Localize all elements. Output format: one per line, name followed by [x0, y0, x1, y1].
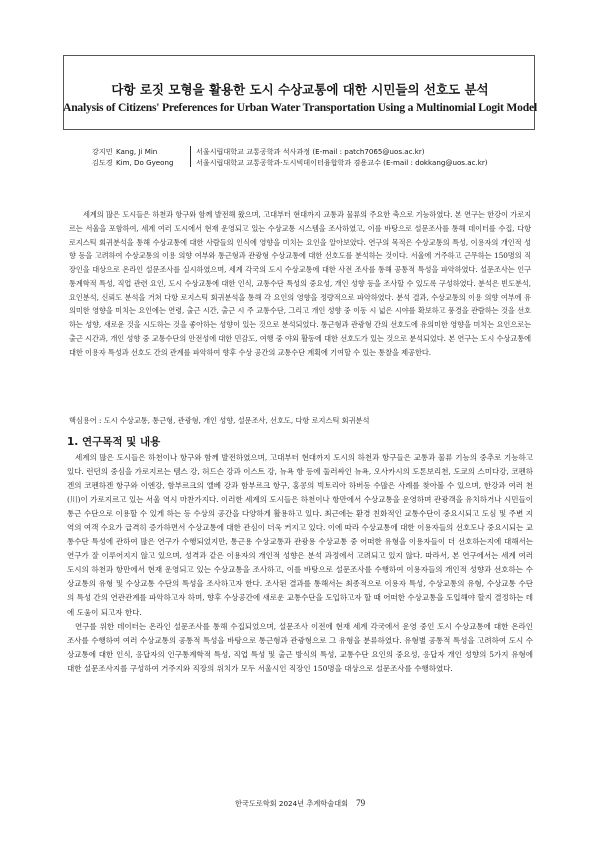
section-heading: 1. 연구목적 및 내용: [67, 436, 161, 448]
paper-title-korean: 다항 로짓 모형을 활용한 도시 수상교통에 대한 시민들의 선호도 분석: [111, 82, 489, 97]
section-body: [67, 451, 533, 676]
author-row: [92, 157, 522, 168]
page-footer: [0, 798, 600, 809]
page-number: 79: [356, 798, 366, 808]
author-name-english: Kim, Do Gyeong: [116, 158, 174, 167]
author-affiliation: 서울시립대학교 교통공학과 석사과정 (E-mail : patch7065@uos.ac.kr): [196, 147, 425, 156]
body-paragraph: 세계의 많은 도시들은 하천이나 항구와 함께 발전하였으며, 고대부터 현대까지 도시의 하천과 항구들은 교통과 물류 기능의 중추로 기능하고 있다. 런던의 중심을 가로지르는 템스 강, 허드슨 강과 이스트 강, 뉴욕 항 등에 둘러싸인 뉴욕, 오사카시의 도톤보리천, 도쿄의 스미다강, 코펜하겐의 코펜하겐 항구와 이엔강, 함부르크의 엘베 강과 함부르크 항구, 홍콩의 빅토리아 하버등 수많은 사례를 찾아볼 수 있으며, 한강과 여러 천(川)이 가로지르고 있는 서울 역시 마찬가지다. 이러한 세계의 도시들은 하천이나 항만에서 수상교통을 운영하며 관광객을 유치하거나 시민들이 통근 수단으로 이용할 수 있게 하는 등 수상의 공간을 다양하게 활용하고 있다. 최근에는 환경 친화적인 교통수단이 중요시되고 도심 및 주변 지역의 여객 수요가 급격히 증가하면서 수상교통에 대한 관심이 더욱 커지고 있다. 이에 따라 수상교통에 대한 이용자들의 선호도나 중요시되는 교통수단 특성에 관하여 많은 연구가 수행되었지만, 통근용 수상교통과 관광용 수상교통 중 어떠한 유형을 이용자들이 더 선호하는지에 대해서는 연구가 잘 이루어지지 않고 있으며, 성격과 같은 이용자의 개인적 성향은 분석 과정에서 고려되고 있지 않다. 따라서, 본 연구에서는 세계 여러 도시의 하천과 항만에서 현재 운영되고 있는 수상교통을 조사하고, 이를 바탕으로 설문조사를 수행하여 이용자들의 개인적 성향과 선호하는 수상교통의 유형 및 수상교통 수단의 특성을 조사하고자 한다. 조사된 결과를 통해서는 최종적으로 이용자 특성, 수상교통의 유형, 수상교통 수단의 특성 간의 연관관계를 파악하고자 하며, 향후 수상공간에 새로운 교통수단을 도입하고자 할 때 어떠한 수상교통을 도입해야 할지 결정하는 데에 도움이 되고자 한다.: [67, 453, 533, 617]
author-name-english: Kang, Ji Min: [116, 147, 158, 156]
body-paragraph: 연구를 위한 데이터는 온라인 설문조사를 통해 수집되었으며, 설문조사 이전에 현재 세계 각국에서 운영 중인 도시 수상교통에 대한 온라인 조사를 수행하여 여러 수상교통의 공통적 특성을 바탕으로 통근형과 관광형으로 그 유형을 분류하였다. 유형별 공통적 특성을 고려하여 도시 수상교통에 대한 인식, 응답자의 인구통계학적 특성, 직업 특성 및 출근 방식의 특성, 교통수단 요인의 중요성, 응답자 개인 성향의 5가지 유형에 대한 설문조사지를 구성하여 거주지와 직장의 위치가 모두 서울시인 직장인 150명을 대상으로 설문조사를 수행하였다.: [67, 621, 533, 673]
author-name-korean: 강지민: [92, 147, 113, 156]
author-name-korean: 김도경: [92, 158, 113, 167]
conference-name: 한국도로학회 2024년 추계학술대회: [234, 799, 349, 808]
keywords: 핵심용어 : 도시 수상교통, 통근형, 관광형, 개인 성향, 설문조사, 선호도, 다항 로지스틱 회귀분석: [69, 416, 370, 425]
author-divider: [190, 146, 191, 167]
paper-title-english: Analysis of Citizens' Preferences for Urban Water Transportation Using a Multinomial Logit Model: [63, 101, 537, 114]
author-list: [92, 146, 522, 168]
abstract: 세계의 많은 도시들은 하천과 항구와 함께 발전해 왔으며, 고대부터 현대까지 교통과 물류의 주요한 축으로 기능하였다. 본 연구는 한강이 가로지르는 서울을 포함하여, 세계 여러 도시에서 현재 운영되고 있는 수상교통 시스템을 조사하였고, 이를 바탕으로 설문조사를 통해 데이터를 수집, 다항 로지스틱 회귀분석을 통해 수상교통에 대한 사람들의 인식에 영향을 미치는 요인을 알아보았다. 연구의 목적은 수상교통의 특성, 이용자의 개인적 성향 등을 고려하여 수상교통의 이용 의향 여부와 통근형과 관광형 수상교통에 대한 선호도를 분석하는 것이다. 서울에 거주하고 근무하는 150명의 직장인을 대상으로 온라인 설문조사를 실시하였으며, 세계 각국의 도시 수상교통에 대한 사전 조사를 통해 공통적 특성을 파악하였다. 설문조사는 인구통계학적 특성, 직업 관련 요인, 도시 수상교통에 대한 인식, 교통수단 특성의 중요성, 개인 성향 등을 조사할 수 있도록 구성하였다. 분석은 빈도분석, 요인분석, 신뢰도 분석을 거쳐 다항 로지스틱 회귀분석을 통해 각 요인의 영향을 정량적으로 파악하였다. 분석 결과, 수상교통의 이용 의향 여부에 유의미한 영향을 미치는 요인에는 연령, 출근 시간, 출근 시 주 교통수단, 그리고 개인 성향 중 이동 시 넓은 시야를 확보하고 풍경을 관람하는 것을 선호하는 성향, 새로운 것을 시도하는 것을 좋아하는 성향이 있는 것으로 분석되었다. 통근형과 관광형 간의 선호도에 유의미한 영향을 미치는 요인으로는 출근 시간과, 개인 성향 중 교통수단의 안전성에 대한 민감도, 여행 중 야외 활동에 대한 선호도가 있는 것으로 분석되었다. 본 연구는 도시 수상교통에 대한 이용자 특성과 선호도 간의 관계를 파악하여 향후 수상 공간의 교통수단 계획에 기여할 수 있는 통찰을 제공한다.: [69, 210, 531, 357]
author-affiliation: 서울시립대학교 교통공학과·도시빅데이터융합학과 겸용교수 (E-mail : dokkang@uos.ac.kr): [196, 158, 488, 167]
author-row: [92, 146, 522, 157]
